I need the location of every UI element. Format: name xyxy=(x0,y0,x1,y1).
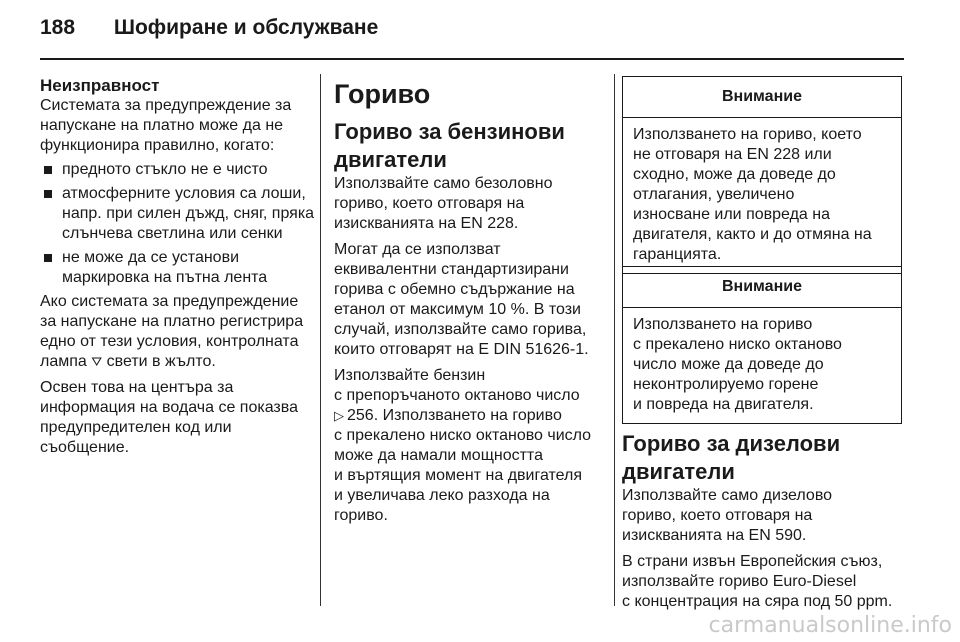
caution-title: Внимание xyxy=(623,77,901,118)
page-reference-arrow-icon: ▷ xyxy=(334,408,344,423)
text-line: и въртящия момент на двигателя xyxy=(334,467,583,484)
bullet-item xyxy=(40,160,312,180)
column-divider-right xyxy=(614,74,615,606)
text-line: за напускане на платно регистрира xyxy=(40,313,304,330)
text-line: гаранцията. xyxy=(633,246,722,263)
text-line: число може да доведе до xyxy=(633,356,824,373)
diesel-section xyxy=(622,422,912,612)
text-line: Използването на гориво xyxy=(633,316,813,333)
text-line: напр. при силен дъжд, сняг, пряка xyxy=(62,205,315,222)
text-span: свети в жълто. xyxy=(106,353,216,370)
text-line: с прекалено ниско октаново xyxy=(633,336,842,353)
text-line: гориво. xyxy=(334,507,388,524)
text-line: предното стъкло не е чисто xyxy=(62,161,268,178)
text-line: които отговарят на E DIN 51626-1. xyxy=(334,341,589,358)
text-line: горива с обемно съдържание на xyxy=(334,281,575,298)
heading-line: Гориво за бензинови xyxy=(334,119,565,144)
text-line: Освен това на центъра за xyxy=(40,379,234,396)
text-line: Използването на гориво, което xyxy=(633,126,862,143)
page-title: Шофиране и обслужване xyxy=(113,16,379,39)
petrol-heading xyxy=(334,118,602,174)
page-reference-link[interactable]: 256. Използването на гориво xyxy=(347,407,562,424)
text-line: еквивалентни стандартизирани xyxy=(334,261,569,278)
text-line: и повреда на двигателя. xyxy=(633,396,814,413)
lane-departure-lamp-icon: ⛛ xyxy=(91,354,103,369)
text-line: Използвайте само безоловно xyxy=(334,175,553,192)
text-line: В страни извън Европейския съюз, xyxy=(622,553,883,570)
caution-title: Внимание xyxy=(623,267,901,308)
watermark: carmanualsonline.info xyxy=(708,613,952,638)
heading-line: двигатели xyxy=(622,459,735,484)
text-line: Ако системата за предупреждение xyxy=(40,293,299,310)
column-divider-left xyxy=(320,74,321,606)
text-line: информация на водача се показва xyxy=(40,399,298,416)
text-line xyxy=(40,352,312,372)
bullet-square-icon xyxy=(44,254,52,262)
text-line: изискванията на EN 228. xyxy=(334,215,519,232)
text-line: гориво, което отговаря на xyxy=(334,195,525,212)
text-line: използвайте гориво Euro-Diesel xyxy=(622,573,857,590)
malfunction-heading: Неизправност xyxy=(40,76,160,95)
text-line: атмосферните условия са лоши, xyxy=(62,185,306,202)
text-line: не може да се установи xyxy=(62,249,240,266)
text-line: етанол от максимум 10 %. В този xyxy=(334,301,581,318)
bullet-square-icon xyxy=(44,190,52,198)
text-line: Системата за предупреждение за xyxy=(40,97,292,114)
text-line: маркировка на пътна лента xyxy=(62,269,268,286)
text-line: сходно, може да доведе до xyxy=(633,166,836,183)
page-header xyxy=(40,16,378,40)
fuel-title: Гориво xyxy=(334,79,431,109)
diesel-heading xyxy=(622,430,912,486)
text-line: напускане на платно може да не xyxy=(40,117,284,134)
text-line: случай, използвайте само горива, xyxy=(334,321,587,338)
text-line: гориво, което отговаря на xyxy=(622,507,813,524)
text-line: изискванията на EN 590. xyxy=(622,527,807,544)
text-line: съобщение. xyxy=(40,439,130,456)
text-line: отлагания, увеличено xyxy=(633,186,795,203)
text-span: лампа xyxy=(40,353,87,370)
bullet-item xyxy=(40,248,312,288)
header-rule xyxy=(40,58,904,60)
text-line: износване или повреда на xyxy=(633,206,830,223)
text-line: Използвайте бензин xyxy=(334,367,486,384)
text-line xyxy=(334,406,602,426)
text-line: двигателя, както и до отмяна на xyxy=(633,226,872,243)
text-line: Използвайте само дизелово xyxy=(622,487,833,504)
text-line: неконтролируемо горене xyxy=(633,376,819,393)
caution-body xyxy=(623,308,901,423)
column-left xyxy=(40,76,315,458)
text-line: с препоръчаното октаново число xyxy=(334,387,580,404)
column-middle xyxy=(334,76,602,526)
heading-line: двигатели xyxy=(334,147,447,172)
caution-box xyxy=(622,266,902,424)
bullet-item xyxy=(40,184,315,244)
bullet-square-icon xyxy=(44,166,52,174)
heading-line: Гориво за дизелови xyxy=(622,431,841,456)
text-line: предупредителен код или xyxy=(40,419,232,436)
page-number: 188 xyxy=(40,16,76,39)
text-line: Могат да се използват xyxy=(334,241,501,258)
text-line: може да намали мощността xyxy=(334,447,543,464)
text-line: слънчева светлина или сенки xyxy=(62,225,283,242)
text-line: функционира правилно, когато: xyxy=(40,137,275,154)
text-line: не отговаря на EN 228 или xyxy=(633,146,832,163)
text-line: едно от тези условия, контролната xyxy=(40,333,299,350)
caution-body xyxy=(623,118,901,273)
caution-box xyxy=(622,76,902,274)
text-line: и увеличава леко разхода на xyxy=(334,487,550,504)
text-line: с прекалено ниско октаново число xyxy=(334,427,592,444)
text-line: с концентрация на сяра под 50 ppm. xyxy=(622,593,893,610)
